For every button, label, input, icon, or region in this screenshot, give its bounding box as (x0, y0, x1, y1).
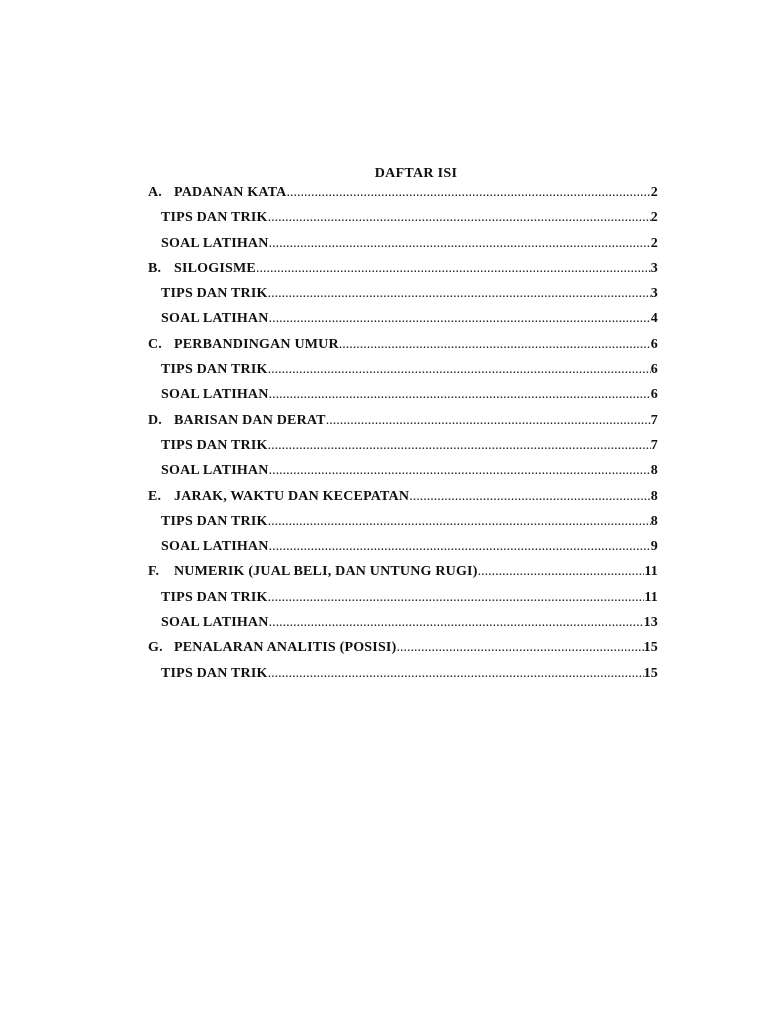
toc-dot-leader (269, 463, 651, 479)
toc-dot-leader (326, 413, 651, 429)
toc-dot-leader (268, 362, 651, 378)
toc-page-number: 2 (650, 210, 658, 226)
toc-entry-text: SOAL LATIHAN (161, 539, 269, 555)
toc-page-number: 4 (650, 311, 658, 327)
toc-entry-text: TIPS DAN TRIK (161, 589, 268, 605)
toc-entry-text: PERBANDINGAN UMUR (174, 336, 339, 352)
toc-entry-letter: G. (148, 640, 163, 656)
toc-entry-letter: A. (148, 185, 163, 200)
toc-subsection-entry[interactable] (148, 362, 658, 387)
toc-page-number: 2 (650, 235, 658, 251)
toc-page-number: 2 (650, 185, 658, 200)
toc-section-entry[interactable] (148, 261, 658, 286)
toc-dot-leader (268, 210, 651, 226)
toc-dot-leader (269, 387, 651, 403)
toc-subsection-entry[interactable] (148, 615, 658, 640)
toc-subsection-entry[interactable] (148, 666, 658, 691)
toc-page-number: 6 (650, 362, 658, 378)
toc-entry-letter: C. (148, 336, 163, 352)
toc-page-number: 7 (650, 412, 658, 428)
toc-page-number: 7 (650, 437, 658, 453)
toc-entry-letter: F. (148, 564, 160, 580)
toc-dot-leader (269, 615, 644, 631)
toc-page-number: 9 (650, 539, 658, 555)
toc-section-entry[interactable] (148, 564, 658, 589)
toc-dot-leader (478, 564, 645, 580)
toc-entry-text: NUMERIK (JUAL BELI, DAN UNTUNG RUGI) (174, 564, 478, 580)
toc-entry-text: TIPS DAN TRIK (161, 210, 268, 226)
toc-dot-leader (268, 590, 645, 606)
toc-dot-leader (269, 539, 651, 555)
toc-entry-text: TIPS DAN TRIK (161, 665, 268, 681)
toc-section-entry[interactable] (148, 185, 658, 210)
toc-entry-text: SOAL LATIHAN (161, 311, 269, 327)
toc-page-number: 8 (650, 463, 658, 479)
toc-page-number: 6 (650, 336, 658, 352)
toc-subsection-entry[interactable] (148, 539, 658, 564)
toc-entry-text: SILOGISME (174, 260, 256, 276)
toc-page-number: 3 (650, 260, 658, 276)
toc-dot-leader (268, 438, 651, 454)
toc-page-number: 15 (643, 640, 658, 656)
toc-dot-leader (268, 514, 651, 530)
toc-dot-leader (268, 666, 644, 682)
toc-dot-leader (396, 640, 643, 656)
toc-dot-leader (269, 236, 651, 252)
toc-page-number: 13 (643, 615, 658, 631)
toc-entry-text: SOAL LATIHAN (161, 235, 269, 251)
toc-dot-leader (339, 337, 651, 353)
toc-entry-text: TIPS DAN TRIK (161, 362, 268, 378)
toc-section-entry[interactable] (148, 413, 658, 438)
toc-section-entry[interactable] (148, 337, 658, 362)
toc-dot-leader (409, 489, 651, 505)
toc-subsection-entry[interactable] (148, 438, 658, 463)
toc-subsection-entry[interactable] (148, 311, 658, 336)
toc-page-number: 8 (650, 488, 658, 504)
toc-entry-text: TIPS DAN TRIK (161, 513, 268, 529)
toc-entry-letter: D. (148, 412, 163, 428)
toc-subsection-entry[interactable] (148, 387, 658, 412)
toc-page-number: 11 (644, 589, 658, 605)
toc-subsection-entry[interactable] (148, 590, 658, 615)
toc-section-entry[interactable] (148, 640, 658, 665)
toc-entry-text: JARAK, WAKTU DAN KECEPATAN (174, 488, 410, 504)
toc-dot-leader (268, 286, 651, 302)
toc-page-number: 11 (644, 564, 658, 580)
toc-title: DAFTAR ISI (374, 166, 458, 181)
toc-page-number: 3 (650, 286, 658, 302)
toc-entry-letter: B. (148, 260, 162, 276)
toc-section-entry[interactable] (148, 489, 658, 514)
toc-entry-text: SOAL LATIHAN (161, 615, 269, 631)
toc-entry-text: PENALARAN ANALITIS (POSISI) (174, 640, 397, 656)
toc-entry-text: TIPS DAN TRIK (161, 437, 268, 453)
toc-entry-text: SOAL LATIHAN (161, 387, 269, 403)
toc-entry-text: BARISAN DAN DERAT (174, 412, 326, 428)
toc-subsection-entry[interactable] (148, 463, 658, 488)
toc-entry-text: SOAL LATIHAN (161, 463, 269, 479)
toc-entry-text: PADANAN KATA (174, 185, 287, 200)
toc-subsection-entry[interactable] (148, 286, 658, 311)
toc-page-number: 6 (650, 387, 658, 403)
toc-dot-leader (269, 311, 651, 327)
toc-dot-leader (256, 261, 651, 277)
toc-subsection-entry[interactable] (148, 514, 658, 539)
toc-page-number: 15 (643, 665, 658, 681)
toc-entry-letter: E. (148, 488, 162, 504)
toc-dot-leader (286, 185, 650, 201)
toc-subsection-entry[interactable] (148, 210, 658, 235)
toc-entry-text: TIPS DAN TRIK (161, 286, 268, 302)
toc-subsection-entry[interactable] (148, 236, 658, 261)
toc-page-number: 8 (650, 513, 658, 529)
table-of-contents (148, 185, 658, 691)
